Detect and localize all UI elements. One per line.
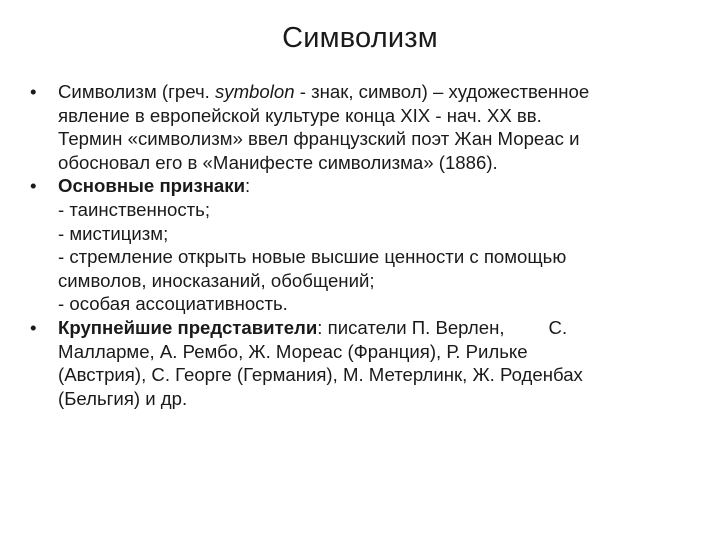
feature-item: - мистицизм; (58, 222, 169, 244)
bullet-marker: • (30, 81, 37, 102)
text-line: явление в европейской культуре конца XIX - нач. XX вв. (58, 104, 542, 126)
text-line: обосновал его в «Манифесте символизма» (1886). (58, 151, 498, 173)
text-line: Термин «символизм» ввел французский поэт Жан Мореас и (58, 128, 580, 150)
bullet-representatives (30, 316, 695, 410)
feature-item: - особая ассоциативность. (58, 293, 288, 315)
slide-title: Символизм (282, 22, 438, 54)
text-line: (Австрия), С. Георге (Германия), М. Метерлинк, Ж. Роденбах (58, 364, 583, 386)
text-line: Основные признаки: (58, 175, 251, 197)
text-line: Крупнейшие представители: писатели П. Верлен, С. (58, 316, 568, 338)
feature-item: символов, иносказаний, обобщений; (58, 269, 375, 291)
text-line: Малларме, А. Рембо, Ж. Мореас (Франция), Р. Рильке (58, 340, 528, 362)
text-line: (Бельгия) и др. (58, 387, 188, 409)
text-line: Символизм (греч. symbolon - знак, символ) – художественное (58, 81, 590, 102)
bullet-marker: • (30, 316, 37, 338)
feature-item: - стремление открыть новые высшие ценности с помощью (58, 246, 567, 268)
bullet-definition (30, 80, 695, 174)
feature-item: - таинственность; (58, 198, 211, 220)
bullet-marker: • (30, 175, 37, 197)
bullet-features (30, 174, 695, 316)
greek-term: symbolon (214, 81, 295, 102)
slide-body (30, 80, 695, 410)
features-heading: Основные признаки (58, 175, 246, 197)
representatives-heading: Крупнейшие представители (58, 316, 318, 338)
